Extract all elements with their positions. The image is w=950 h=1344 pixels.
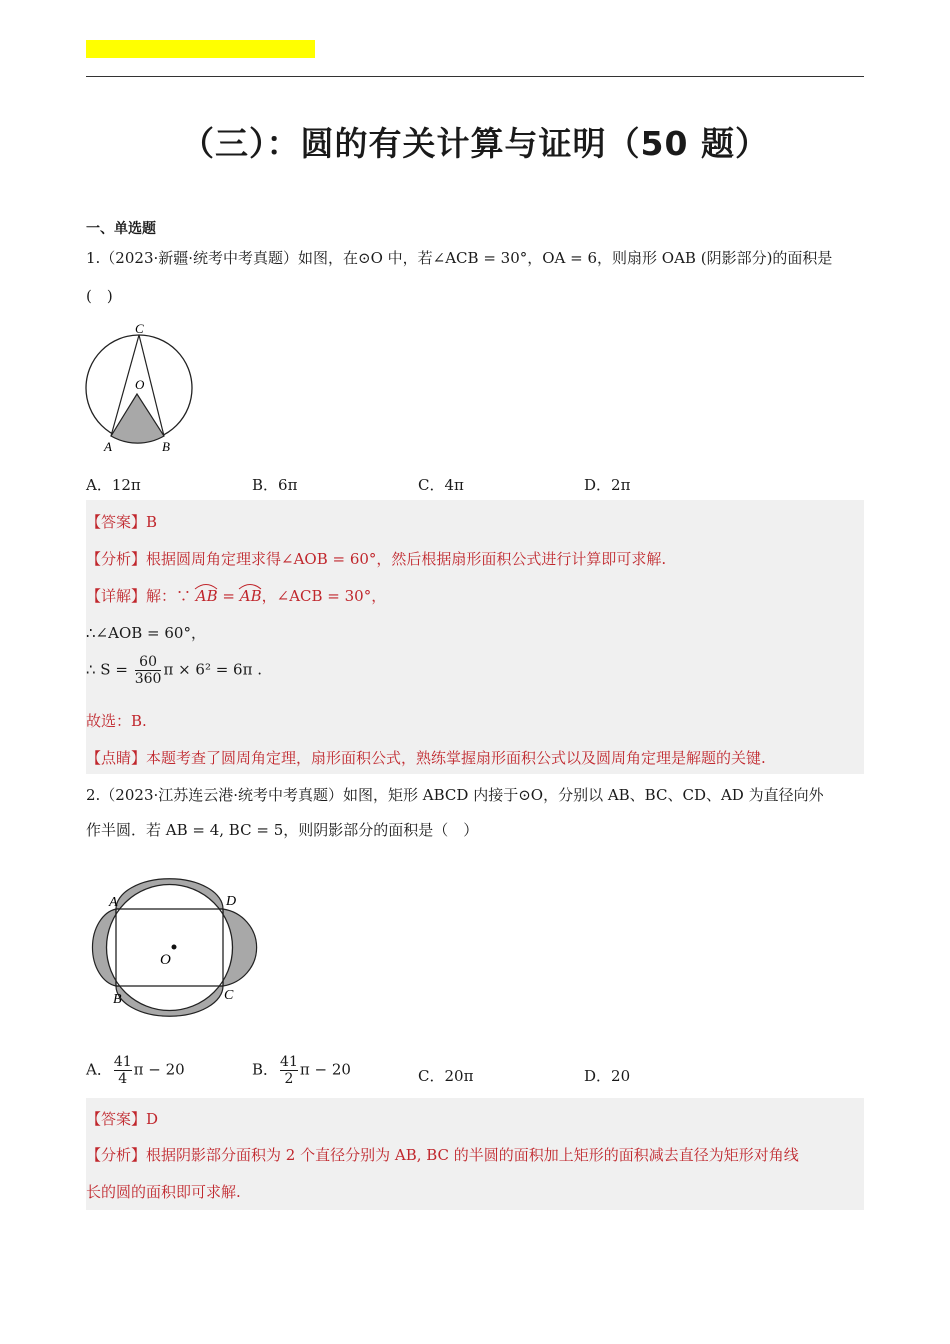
q1-detail3-pre: ∴ S = — [86, 660, 133, 679]
q2-center-dot — [172, 945, 177, 950]
q1-analysis-text: 根据圆周角定理求得∠AOB = 60°，然后根据扇形面积公式进行计算即可求解. — [146, 550, 667, 568]
q1-label-c: C — [135, 321, 144, 336]
q2-option-b[interactable] — [252, 1054, 351, 1087]
q1-stem-line2: ( ) — [86, 287, 113, 305]
q1-arc-ab-2: AB — [240, 587, 262, 605]
q1-detail1c-text: ，∠ACB = 30°， — [261, 587, 387, 605]
q1-option-c[interactable]: C．4π — [418, 476, 464, 494]
q2-option-d[interactable]: D．20 — [584, 1067, 631, 1085]
highlight-bar — [86, 40, 315, 58]
q2-optA-pre: A． — [86, 1060, 112, 1079]
q2-stem-line1: 2.（2023·江苏连云港·统考中考真题）如图，矩形 ABCD 内接于⊙O，分别以 AB、BC、CD、AD 为直径向外 — [86, 786, 824, 804]
q2-optB-post: π − 20 — [299, 1060, 351, 1079]
q1-option-a[interactable]: A．12π — [86, 476, 141, 494]
section-heading: 一、单选题 — [86, 221, 156, 237]
q2-optB-pre: B． — [252, 1060, 279, 1079]
q1-label-b: B — [162, 439, 170, 454]
q1-option-b[interactable]: B．6π — [252, 476, 298, 494]
q1-analysis-line — [86, 548, 666, 569]
q1-answer-line — [86, 511, 157, 532]
q1-figure — [82, 318, 200, 458]
q1-stem-line1: 1.（2023·新疆·统考中考真题）如图，在⊙O 中，若∠ACB = 30°，OA = 6，则扇形 OAB (阴影部分)的面积是 — [86, 249, 833, 267]
q2-optA-num: 41 — [113, 1054, 132, 1070]
q1-choose-line: 故选：B. — [86, 712, 147, 730]
q1-answer-value: B — [146, 513, 158, 531]
q2-analysis-line1 — [86, 1144, 799, 1165]
q1-comment-line — [86, 747, 766, 768]
q2-figure — [82, 858, 272, 1038]
q1-detail-line3 — [86, 654, 262, 687]
q1-option-d[interactable]: D．2π — [584, 476, 631, 494]
q2-analysis-line2: 长的圆的面积即可求解. — [86, 1183, 241, 1201]
page-title: （三）：圆的有关计算与证明（50 题） — [181, 124, 769, 163]
q2-optB-num: 41 — [280, 1054, 298, 1070]
q1-detail3-post: π × 6² = 6π . — [163, 660, 262, 679]
q2-option-c[interactable]: C．20π — [418, 1067, 474, 1085]
q2-label-c: C — [224, 988, 234, 1003]
q2-optB-frac — [280, 1054, 298, 1087]
q2-analysis-text1: 根据阴影部分面积为 2 个直径分别为 AB, BC 的半圆的面积加上矩形的面积减去直径为矩形对角线 — [146, 1146, 799, 1164]
q2-answer-tag: 【答案】 — [86, 1110, 147, 1128]
q1-detail1-text: 解：∵ — [146, 587, 196, 605]
q2-optB-den: 2 — [280, 1070, 298, 1087]
q1-answer-box — [86, 500, 864, 774]
q1-arc-mark-2 — [238, 582, 262, 590]
q1-detail-tag: 【详解】 — [86, 587, 147, 605]
q1-frac-num: 60 — [139, 654, 157, 670]
q2-optA-post: π − 20 — [133, 1060, 185, 1079]
q2-analysis-tag: 【分析】 — [86, 1146, 147, 1164]
q1-detail1b-text: = — [217, 587, 240, 605]
top-rule — [86, 76, 864, 77]
q2-label-a: A — [109, 895, 118, 910]
q1-arc-ab-1: AB — [196, 587, 218, 605]
q2-optA-frac — [114, 1054, 132, 1087]
q1-frac-den: 360 — [134, 671, 162, 687]
q2-answer-box — [86, 1098, 864, 1210]
q2-optA-den: 4 — [114, 1070, 132, 1087]
q2-answer-value: D — [146, 1110, 159, 1128]
q1-detail-line1 — [86, 585, 386, 606]
q1-label-o: O — [135, 377, 145, 392]
q1-comment-tag: 【点睛】 — [86, 749, 147, 767]
q1-label-a: A — [104, 439, 112, 454]
q1-detail-line2: ∴∠AOB = 60°， — [86, 624, 206, 642]
q1-comment-text: 本题考查了圆周角定理，扇形面积公式，熟练掌握扇形面积公式以及圆周角定理是解题的关键. — [146, 749, 766, 767]
q2-option-a[interactable] — [86, 1054, 185, 1087]
q2-circle — [107, 885, 233, 1011]
q2-label-o: O — [160, 952, 171, 968]
q2-label-b: B — [113, 992, 122, 1007]
q2-answer-line — [86, 1108, 158, 1129]
q1-fraction — [135, 654, 162, 687]
q1-answer-tag: 【答案】 — [86, 513, 147, 531]
q2-label-d: D — [226, 894, 237, 909]
q1-arc-mark-1 — [194, 582, 218, 590]
q2-stem-line2: 作半圆．若 AB = 4, BC = 5，则阴影部分的面积是（ ） — [86, 821, 479, 839]
q1-analysis-tag: 【分析】 — [86, 550, 147, 568]
q1-shaded-sector — [111, 394, 164, 443]
